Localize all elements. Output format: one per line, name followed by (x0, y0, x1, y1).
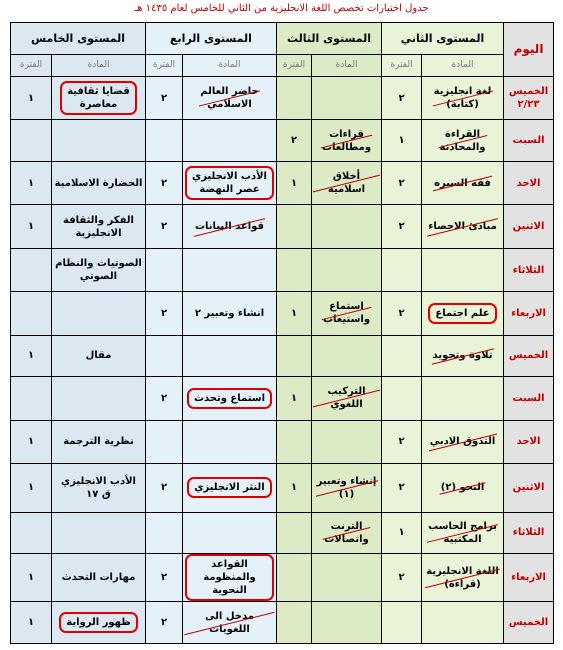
day-label: الاثنين (512, 482, 545, 494)
day-label: الخميس (508, 617, 549, 629)
period-cell (382, 77, 422, 120)
subject-cell (52, 602, 146, 644)
period-cell (277, 248, 312, 291)
period-cell (382, 335, 422, 376)
period-value: ٢ (160, 177, 168, 189)
subject-name: الفكر والثقافة الانجليزية (63, 214, 134, 239)
period-cell (146, 377, 183, 420)
period-value: ٢ (160, 572, 168, 584)
period-cell (11, 602, 52, 644)
period-cell (146, 248, 183, 291)
subject-cell (183, 464, 277, 513)
period-cell (11, 77, 52, 120)
period-cell (277, 120, 312, 161)
header-level-3: المستوى الثالث (277, 23, 382, 55)
day-label: الاحد (516, 436, 541, 448)
table-row (11, 464, 554, 513)
subject-name: استماع واستيعاب (322, 301, 371, 326)
subject-name: النثر الانجليزي (187, 477, 271, 498)
period-cell (11, 377, 52, 420)
subject-cell (422, 248, 504, 291)
subject-cell (312, 161, 382, 204)
subject-name: علم اجتماع (428, 303, 496, 324)
period-cell (11, 120, 52, 161)
subject-cell (422, 335, 504, 376)
day-label: الاربعاء (511, 307, 546, 319)
day-cell (504, 292, 554, 335)
subject-cell (52, 377, 146, 420)
header-subject: المادة (183, 55, 277, 77)
header-period: الفترة (11, 55, 52, 77)
period-cell (382, 120, 422, 161)
subject-cell (52, 248, 146, 291)
period-value: ١ (27, 572, 35, 584)
subject-cell (183, 292, 277, 335)
period-value: ١ (27, 221, 35, 233)
subject-cell (52, 292, 146, 335)
day-cell (504, 420, 554, 463)
period-value: ١ (27, 177, 35, 189)
period-cell (146, 335, 183, 376)
period-value: ١ (27, 436, 35, 448)
exam-schedule-table (10, 22, 554, 644)
period-cell (146, 512, 183, 553)
day-label: الخميس (508, 350, 549, 362)
subject-name: نظرية الترجمة (63, 436, 134, 448)
period-value: ١ (398, 527, 405, 539)
period-cell (382, 205, 422, 248)
subject-cell (183, 553, 277, 602)
subject-cell (422, 292, 504, 335)
period-cell (11, 553, 52, 602)
period-cell (146, 77, 183, 120)
table-row (11, 553, 554, 602)
subject-name: التركيب اللغوي (314, 385, 379, 411)
subject-name: أخلاق اسلامية (314, 170, 379, 196)
subject-name: القواعد والمنظومة النحوية (185, 554, 274, 601)
subject-name: ظهور الرواية (59, 612, 137, 633)
period-cell (277, 420, 312, 463)
subject-name: الحضارة الاسلامية (54, 177, 143, 189)
period-cell (11, 205, 52, 248)
table-row (11, 248, 554, 291)
period-cell (277, 292, 312, 335)
period-cell (146, 420, 183, 463)
day-label: الاحد (516, 177, 541, 189)
day-label: السبت (512, 135, 545, 147)
subject-name: قضايا ثقافية معاصرة (60, 81, 137, 115)
period-value: ٢ (160, 617, 168, 629)
period-value: ١ (27, 350, 35, 362)
period-cell (146, 161, 183, 204)
period-cell (277, 602, 312, 644)
period-cell (277, 205, 312, 248)
period-cell (382, 420, 422, 463)
period-value: ١ (290, 482, 298, 494)
day-label: الخميس ٢/٢٣ (508, 86, 549, 111)
period-cell (382, 602, 422, 644)
period-cell (277, 464, 312, 513)
period-value: ١ (27, 482, 35, 494)
header-subject: المادة (422, 55, 504, 77)
day-label: الاثنين (512, 221, 545, 233)
day-cell (504, 553, 554, 602)
subject-name: انشاء وتعبير ٢ (194, 307, 265, 319)
header-level-2: المستوى الثاني (382, 23, 504, 55)
subject-name: مدخل الى اللغويات (185, 610, 274, 636)
period-value: ١ (27, 617, 35, 629)
day-cell (504, 335, 554, 376)
period-value: ٢ (398, 177, 405, 189)
subject-cell (312, 553, 382, 602)
subject-name: حاضر العالم الاسلامي (200, 86, 259, 111)
day-cell (504, 77, 554, 120)
day-cell (504, 248, 554, 291)
period-cell (11, 161, 52, 204)
subject-name: لغة انجليزية (كتابة) (433, 86, 492, 111)
period-cell (11, 248, 52, 291)
subject-cell (312, 464, 382, 513)
header-subject: المادة (52, 55, 146, 77)
period-value: ١ (27, 92, 35, 104)
schedule-body (11, 77, 554, 644)
table-row (11, 292, 554, 335)
period-value: ٢ (398, 572, 405, 584)
period-value: ١ (290, 307, 298, 319)
day-cell (504, 602, 554, 644)
day-cell (504, 377, 554, 420)
period-value: ٢ (160, 92, 168, 104)
subject-name: قواعد البيانات (195, 221, 264, 233)
period-cell (382, 512, 422, 553)
period-cell (277, 77, 312, 120)
period-value: ٢ (160, 307, 168, 319)
subject-name: مبادئ الاحصاء (428, 221, 497, 233)
subject-name: إنشاء وتعبير (١) (316, 475, 377, 500)
subject-cell (422, 512, 504, 553)
day-label: الثلاثاء (512, 527, 545, 539)
period-value: ٢ (398, 482, 405, 494)
period-value: ١ (398, 135, 405, 147)
header-subject: المادة (312, 55, 382, 77)
day-label: الاربعاء (511, 572, 546, 584)
header-period: الفترة (277, 55, 312, 77)
subject-name: الصوتيات والنظام الصوتي (55, 258, 142, 283)
period-cell (11, 512, 52, 553)
subject-name: مقال (85, 350, 112, 362)
subject-cell (183, 77, 277, 120)
subject-cell (52, 161, 146, 204)
header-day: اليوم (504, 23, 554, 77)
period-cell (146, 553, 183, 602)
subject-cell (52, 335, 146, 376)
period-cell (382, 292, 422, 335)
subject-name: الأدب الانجليزي ق ١٧ (61, 475, 136, 500)
period-value: ٢ (290, 135, 298, 147)
subject-cell (312, 512, 382, 553)
period-value: ٢ (398, 92, 405, 104)
period-cell (277, 512, 312, 553)
subject-name: فقه السيره (434, 177, 491, 189)
period-cell (146, 292, 183, 335)
period-cell (11, 335, 52, 376)
period-cell (277, 161, 312, 204)
period-value: ٢ (398, 221, 405, 233)
subject-cell (312, 77, 382, 120)
period-cell (146, 602, 183, 644)
period-cell (382, 553, 422, 602)
subject-cell (422, 205, 504, 248)
period-cell (146, 120, 183, 161)
subject-cell (312, 205, 382, 248)
period-value: ١ (290, 177, 298, 189)
subject-cell (312, 377, 382, 420)
subject-name: تلاوة وتجويد (432, 350, 493, 362)
subject-cell (312, 602, 382, 644)
subject-cell (183, 335, 277, 376)
day-label: السبت (512, 392, 545, 404)
subject-cell (422, 464, 504, 513)
subject-name: الترنت واتصالات (324, 520, 369, 545)
subject-name: اللغة الانجليزية (قراءة) (426, 565, 499, 590)
period-cell (11, 292, 52, 335)
period-cell (11, 464, 52, 513)
subject-name: النحو (٢) (440, 482, 485, 494)
period-cell (277, 553, 312, 602)
subject-name: التذوق الادبي (429, 436, 496, 448)
period-cell (382, 377, 422, 420)
subject-cell (183, 161, 277, 204)
subject-cell (422, 553, 504, 602)
subject-name: برامج الحاسب المكتبية (428, 520, 497, 545)
subject-cell (52, 553, 146, 602)
subject-cell (312, 335, 382, 376)
subject-cell (312, 292, 382, 335)
subject-name: قراءات ومطالعات (321, 128, 372, 153)
period-cell (11, 420, 52, 463)
subject-name: القراءة والمحادثة (439, 128, 486, 153)
subject-cell (422, 377, 504, 420)
period-value: ١ (290, 392, 298, 404)
day-label: الثلاثاء (512, 264, 545, 276)
period-cell (146, 464, 183, 513)
page-title: جدول اختبارات تخصص اللغة الانجليزية من الثاني للخامس لعام ١٤٣٥ هـ (134, 3, 429, 14)
table-row (11, 377, 554, 420)
subject-cell (52, 464, 146, 513)
exam-schedule-table-wrapper (10, 22, 553, 644)
subject-cell (312, 120, 382, 161)
subject-cell (183, 377, 277, 420)
period-cell (382, 248, 422, 291)
subject-cell (422, 420, 504, 463)
table-row (11, 120, 554, 161)
subject-cell (183, 120, 277, 161)
subject-cell (422, 602, 504, 644)
subject-cell (52, 120, 146, 161)
subject-name: استماع وتحدث (187, 388, 272, 409)
subject-cell (422, 120, 504, 161)
period-cell (277, 377, 312, 420)
header-period: الفترة (382, 55, 422, 77)
subject-cell (183, 205, 277, 248)
table-row (11, 420, 554, 463)
day-cell (504, 161, 554, 204)
period-value: ٢ (160, 392, 168, 404)
table-row (11, 77, 554, 120)
subject-cell (312, 420, 382, 463)
header-period: الفترة (146, 55, 183, 77)
subject-name: الأدب الانجليزي عصر النهضة (185, 166, 274, 200)
table-row (11, 335, 554, 376)
table-row (11, 512, 554, 553)
subject-cell (52, 77, 146, 120)
subject-cell (183, 420, 277, 463)
period-cell (382, 161, 422, 204)
subject-cell (52, 205, 146, 248)
period-cell (277, 335, 312, 376)
subject-cell (183, 602, 277, 644)
subject-cell (312, 248, 382, 291)
subject-cell (422, 77, 504, 120)
subject-cell (52, 512, 146, 553)
day-cell (504, 512, 554, 553)
subject-name: مهارات التحدث (61, 572, 136, 584)
subject-cell (422, 161, 504, 204)
period-value: ٢ (398, 307, 405, 319)
period-value: ٢ (160, 482, 168, 494)
table-row (11, 602, 554, 644)
header-level-4: المستوى الرابع (146, 23, 277, 55)
subject-cell (183, 512, 277, 553)
header-level-5: المستوى الخامس (11, 23, 146, 55)
day-cell (504, 205, 554, 248)
period-cell (146, 205, 183, 248)
table-row (11, 205, 554, 248)
period-cell (382, 464, 422, 513)
subject-cell (183, 248, 277, 291)
day-cell (504, 120, 554, 161)
period-value: ٢ (398, 436, 405, 448)
day-cell (504, 464, 554, 513)
subject-cell (52, 420, 146, 463)
period-value: ٢ (160, 221, 168, 233)
table-row (11, 161, 554, 204)
